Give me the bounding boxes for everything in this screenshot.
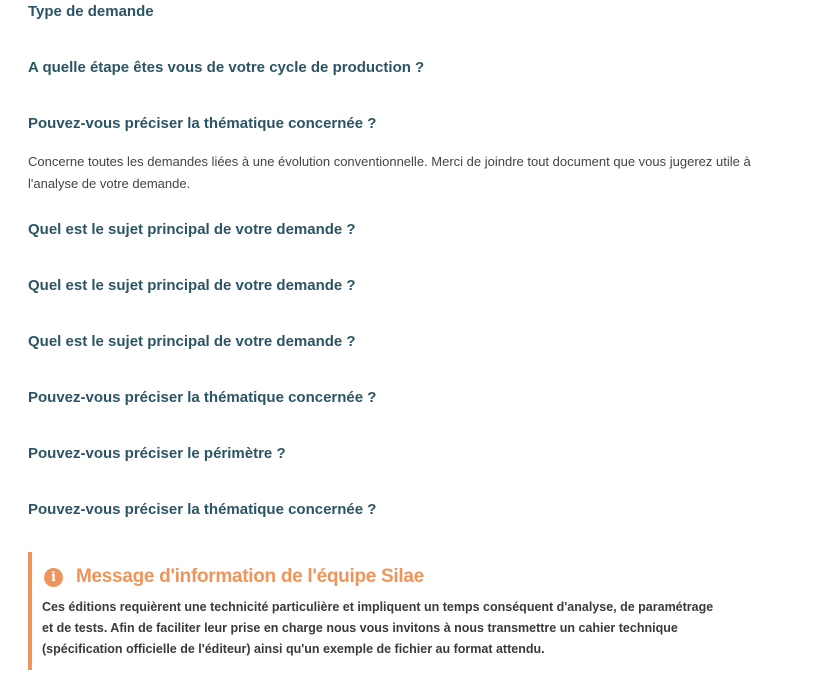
question-thematique-3[interactable]: Pouvez-vous préciser la thématique concernée ? xyxy=(28,501,377,518)
question-sujet-principal-2[interactable]: Quel est le sujet principal de votre demande ? xyxy=(28,277,356,294)
info-message-box xyxy=(28,552,728,670)
question-etape-cycle-production[interactable]: A quelle étape êtes vous de votre cycle de production ? xyxy=(28,59,425,76)
question-perimetre[interactable]: Pouvez-vous préciser le périmètre ? xyxy=(28,445,286,462)
question-thematique-2[interactable]: Pouvez-vous préciser la thématique concernée ? xyxy=(28,389,377,406)
info-icon: i xyxy=(44,568,63,587)
info-body: Ces éditions requièrent une technicité particulière et impliquent un temps conséquent d'analyse, de paramétrage et de tests. Afin de faciliter leur prise en charge nous vous invitons à nous transmettre un cahier technique (spécification officielle de l'éditeur) ainsi qu'un exemple de fichier au format attendu. xyxy=(42,600,714,656)
question-thematique-1[interactable]: Pouvez-vous préciser la thématique concernée ? xyxy=(28,115,377,132)
info-header xyxy=(44,564,424,590)
question-type-de-demande[interactable]: Type de demande xyxy=(28,3,154,20)
question-sujet-principal-1[interactable]: Quel est le sujet principal de votre demande ? xyxy=(28,221,356,238)
question-description: Concerne toutes les demandes liées à une évolution conventionnelle. Merci de joindre tout document que vous jugerez utile à l'analyse de votre demande. xyxy=(28,154,751,191)
info-title: Message d'information de l'équipe Silae xyxy=(76,566,424,587)
question-sujet-principal-3[interactable]: Quel est le sujet principal de votre demande ? xyxy=(28,333,356,350)
